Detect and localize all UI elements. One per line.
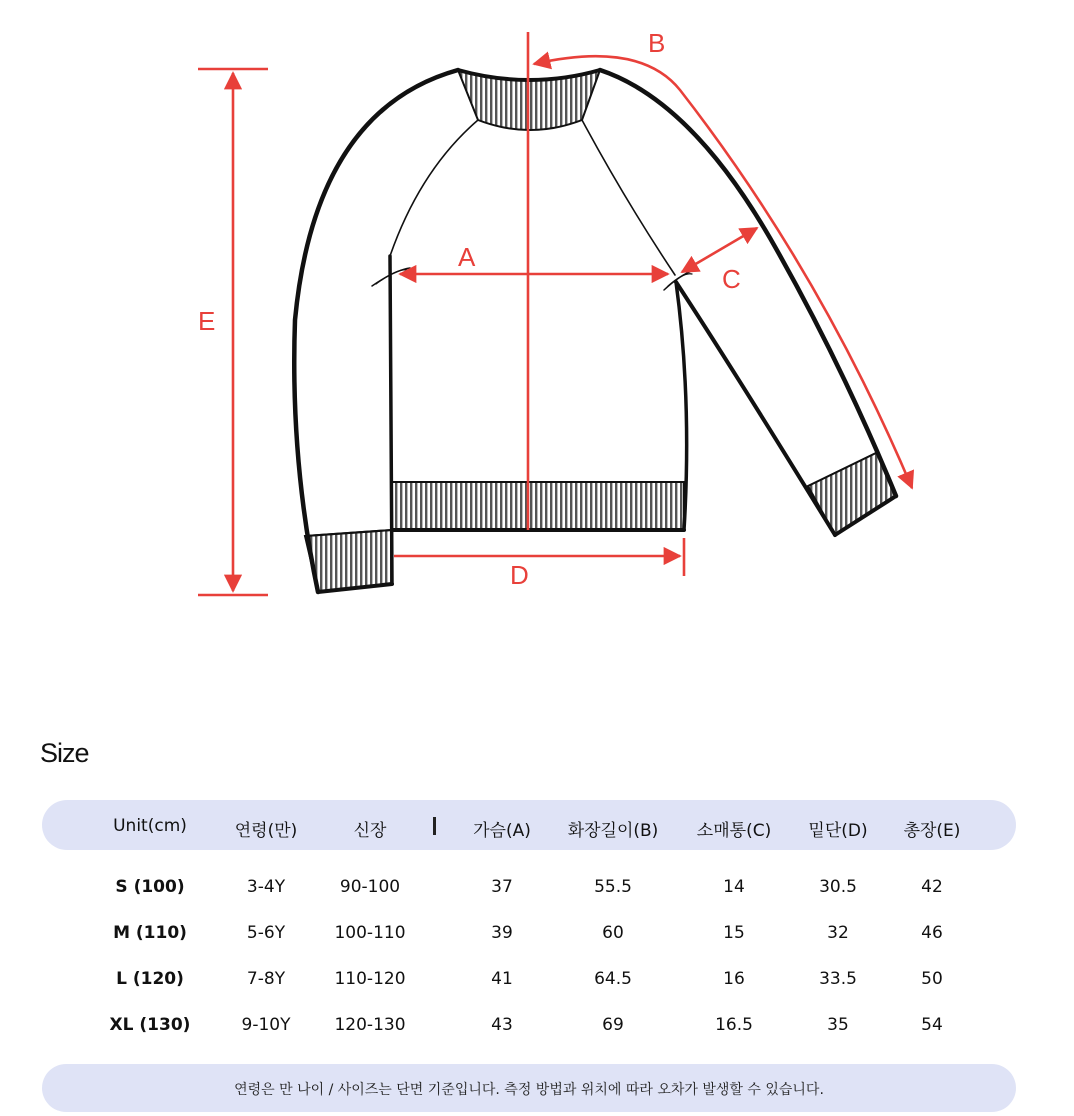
cell-unit: XL (130) — [109, 1015, 191, 1035]
cell-height: 90-100 — [339, 877, 401, 897]
label-e: E — [198, 306, 216, 336]
cell-total-length: 42 — [921, 877, 943, 897]
cell-sleeve-length: 55.5 — [594, 877, 632, 897]
cell-sleeve-width: 16 — [723, 969, 745, 989]
cell-total-length: 46 — [921, 923, 943, 943]
label-a: A — [458, 242, 476, 272]
size-section-title: Size — [40, 738, 89, 768]
cell-height: 110-120 — [334, 969, 406, 989]
header-sleeve-width: 소매통(C) — [696, 821, 772, 841]
cell-age: 3-4Y — [246, 877, 286, 897]
header-height: 신장 — [353, 821, 387, 841]
cell-unit: S (100) — [115, 877, 185, 897]
cell-height: 100-110 — [334, 923, 406, 943]
label-b: B — [648, 28, 666, 58]
cell-chest: 39 — [491, 923, 513, 943]
cell-sleeve-length: 60 — [602, 923, 624, 943]
cell-sleeve-length: 64.5 — [594, 969, 632, 989]
cell-hem: 35 — [827, 1015, 849, 1035]
header-sleeve-length: 화장길이(B) — [567, 821, 659, 841]
header-age: 연령(만) — [234, 821, 298, 841]
cell-total-length: 50 — [921, 969, 943, 989]
cell-unit: L (120) — [116, 969, 184, 989]
cell-unit: M (110) — [113, 923, 187, 943]
cell-chest: 37 — [491, 877, 513, 897]
measure-c-line — [682, 228, 757, 272]
cell-age: 9-10Y — [241, 1015, 291, 1035]
cell-age: 7-8Y — [246, 969, 286, 989]
cell-sleeve-width: 14 — [723, 877, 745, 897]
cell-sleeve-width: 16.5 — [715, 1015, 753, 1035]
label-d: D — [510, 560, 529, 590]
header-unit: Unit(cm) — [113, 816, 187, 836]
header-hem: 밑단(D) — [808, 821, 868, 841]
hem-rib — [392, 482, 684, 530]
cell-hem: 30.5 — [819, 877, 857, 897]
cell-chest: 41 — [491, 969, 513, 989]
header-total-length: 총장(E) — [903, 821, 961, 841]
cell-hem: 33.5 — [819, 969, 857, 989]
cell-height: 120-130 — [334, 1015, 406, 1035]
cell-sleeve-length: 69 — [602, 1015, 624, 1035]
cell-chest: 43 — [491, 1015, 513, 1035]
footer-note: 연령은 만 나이 / 사이즈는 단면 기준입니다. 측정 방법과 위치에 따라 오차가 발생할 수 있습니다. — [234, 1082, 824, 1098]
cell-hem: 32 — [827, 923, 849, 943]
header-chest: 가슴(A) — [473, 821, 531, 841]
cell-age: 5-6Y — [246, 923, 286, 943]
cell-total-length: 54 — [921, 1015, 943, 1035]
label-c: C — [722, 264, 741, 294]
cell-sleeve-width: 15 — [723, 923, 745, 943]
